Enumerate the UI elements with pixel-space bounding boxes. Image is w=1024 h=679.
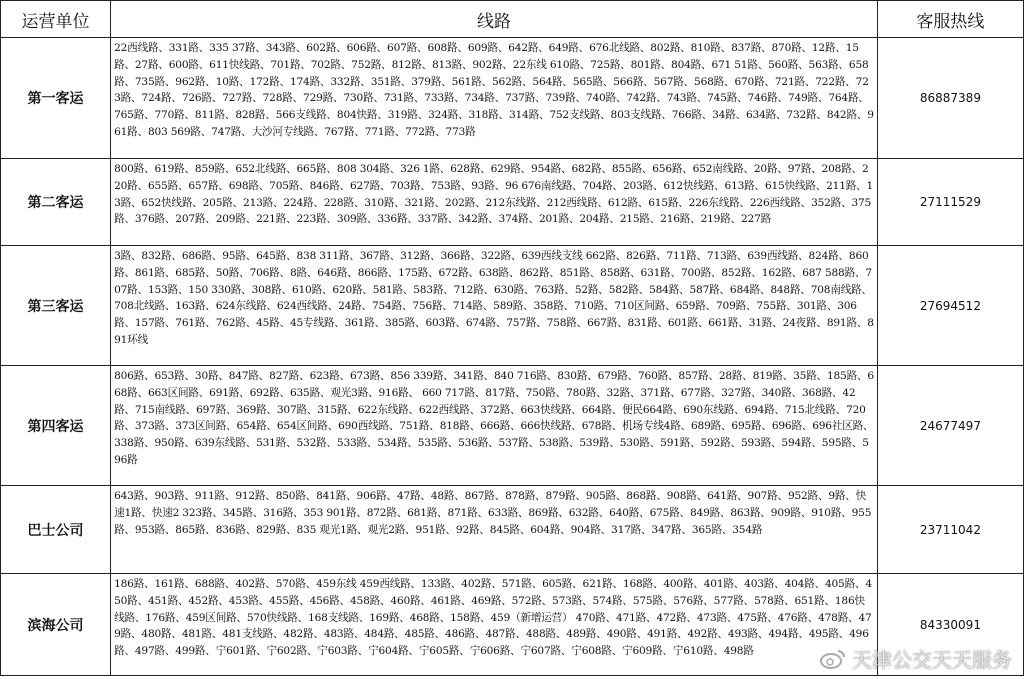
table-row — [1, 486, 1024, 574]
hotline-number: 23711042 — [877, 486, 1023, 574]
route-list: 3路、832路、686路、95路、645路、838 311路、367路、312路、366路、322路、639西线支线 662路、826路、711路、713路、639西线路、824路、860路、861路、685路、50路、706路、8路、646路、866路、175路、672路、638路、862路、851路、858路、631路、700路、852路、162路、687 588路、707路、153路、150 330路、308路、610路、620路、581路、583路、712路、630路、763路、52路、582路、584路、587路、684路、848路、708南线路、708北线路、163路、624东线路、624西线路、24路、754路、756路、714路、589路、358路、710路、710区间路、659路、709路、755路、301路、306路、157路、761路、762路、45路、45专线路、361路、385路、603路、674路、757路、758路、667路、831路、601路、661路、31路、24夜路、891路、891环线 — [111, 246, 878, 366]
table-row — [1, 366, 1024, 486]
table-row — [1, 38, 1024, 159]
weibo-icon — [820, 648, 846, 670]
hotline-number: 24677497 — [877, 366, 1023, 486]
header-routes: 线路 — [111, 1, 878, 38]
route-list: 800路、619路、859路、652北线路、665路、808 304路、326 1路、628路、629路、954路、682路、855路、656路、652南线路、20路、97路、208路、220路、655路、657路、698路、705路、846路、627路、703路、753路、93路、96 676南线路、704路、203路、612快线路、613路、615快线路、211路、13路、652快线路、205路、213路、224路、228路、310路、321路、202路、212东线路、212西线路、612路、615路、226东线路、226西线路、352路、375路、376路、207路、209路、221路、223路、309路、336路、337路、342路、374路、201路、204路、215路、216路、219路、227路 — [111, 159, 878, 246]
operator-name: 第一客运 — [1, 38, 111, 159]
operator-name: 第三客运 — [1, 246, 111, 366]
table-row — [1, 246, 1024, 366]
route-list: 22西线路、331路、335 37路、343路、602路、606路、607路、608路、609路、642路、649路、676北线路、802路、810路、837路、870路、12路、15路、27路、600路、611快线路、701路、702路、752路、812路、813路、902路、22东线 610路、725路、801路、804路、671 51路、560路、563路、658路、735路、962路、10路、172路、174路、332路、351路、379路、561路、562路、564路、565路、566路、567路、568路、670路、721路、722路、723路、724路、726路、727路、728路、729路、730路、731路、733路、734路、737路、739路、740路、742路、743路、745路、746路、749路、764路、765路、770路、811路、828路、566支线路、804快路、319路、324路、318路、314路、752支线路、803支线路、766路、34路、634路、732路、842路、961路、803 569路、747路、大沙河专线路、767路、771路、772路、773路 — [111, 38, 878, 159]
hotline-number: 84330091 — [877, 574, 1023, 676]
operator-name: 滨海公司 — [1, 574, 111, 676]
watermark-text: 天津公交天天服务 — [852, 648, 1012, 672]
operator-name: 第四客运 — [1, 366, 111, 486]
operator-name: 第二客运 — [1, 159, 111, 246]
hotline-number: 27111529 — [877, 159, 1023, 246]
hotline-number: 86887389 — [877, 38, 1023, 159]
operator-name: 巴士公司 — [1, 486, 111, 574]
table-header-row — [1, 1, 1024, 38]
table-row — [1, 159, 1024, 246]
header-hotline: 客服热线 — [877, 1, 1023, 38]
route-list: 186路、161路、688路、402路、570路、459东线 459西线路、133路、402路、571路、605路、621路、168路、400路、401路、403路、404路、405路、450路、451路、452路、453路、455路、456路、458路、460路、461路、469路、572路、573路、574路、575路、576路、577路、578路、651路、186快线路、176路、459区间路、570快线路、168支线路、169路、468路、158路、459（新增运营） 470路、471路、472路、473路、475路、476路、478路、479路、480路、481路、481支线路、482路、483路、484路、485路、486路、487路、488路、489路、490路、491路、492路、493路、494路、495路、496路、497路、499路、宁601路、宁602路、宁603路、宁604路、宁605路、宁606路、宁607路、宁608路、宁609路、宁610路、498路 — [111, 574, 878, 676]
hotline-number: 27694512 — [877, 246, 1023, 366]
route-list: 643路、903路、911路、912路、850路、841路、906路、47路、48路、867路、878路、879路、905路、868路、908路、641路、907路、952路、9路、快速1路、快速2 323路、345路、316路、353 901路、872路、681路、871路、633路、869路、632路、640路、675路、849路、863路、909路、910路、955路、953路、865路、836路、829路、835 观光1路、观光2路、951路、92路、845路、604路、904路、317路、347路、365路、354路 — [111, 486, 878, 574]
header-operator: 运营单位 — [1, 1, 111, 38]
watermark — [820, 644, 1012, 673]
route-list: 806路、653路、30路、847路、827路、623路、673路、856 339路、341路、840 716路、830路、679路、760路、857路、28路、819路、35路、185路、668路、663区间路、691路、692路、635路、观光3路、916路、 660 717路、817路、750路、780路、32路、371路、677路、327路、340路、368路、42路、715南线路、697路、369路、307路、315路、622东线路、622西线路、372路、663快线路、664路、便民664路、690东线路、694路、715北线路、720路、373路、373区间路、654路、654区间路、690西线路、751路、818路、666路、666快线路、678路、机场专线4路、689路、695路、696路、696社区路、338路、950路、639东线路、531路、532路、533路、534路、535路、536路、537路、538路、539路、530路、591路、592路、593路、594路、595路、596路 — [111, 366, 878, 486]
